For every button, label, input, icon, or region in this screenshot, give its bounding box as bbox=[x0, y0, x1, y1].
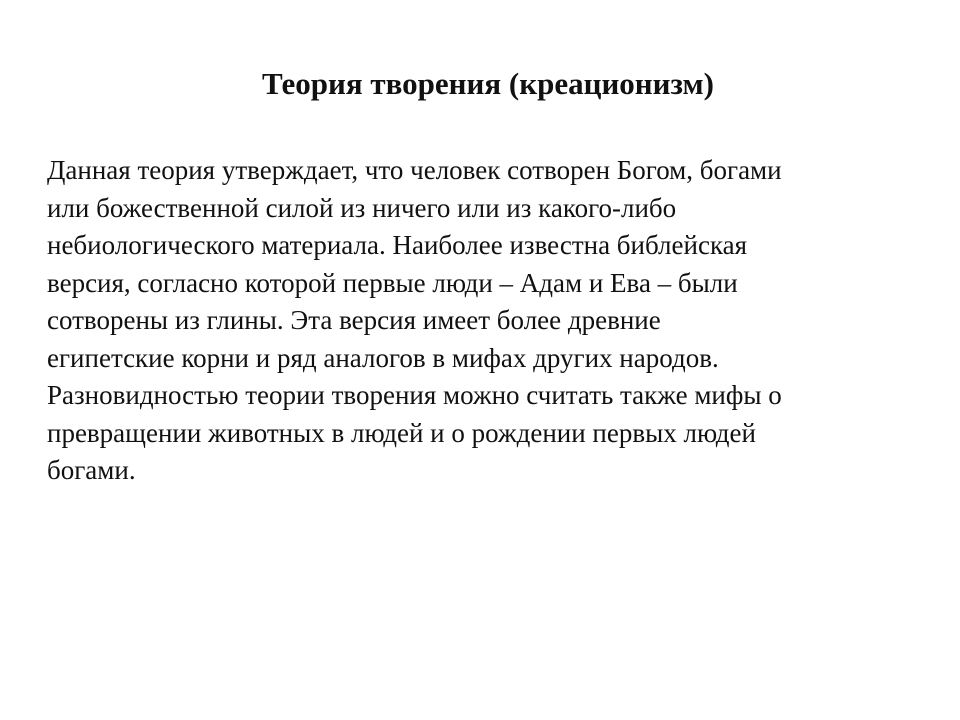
body-line: Данная теория утверждает, что человек сотворен Богом, богами bbox=[47, 155, 782, 185]
body-line: сотворены из глины. Эта версия имеет более древние bbox=[47, 305, 661, 335]
body-line: Разновидностью теории творения можно считать также мифы о bbox=[47, 380, 782, 410]
body-line: превращении животных в людей и о рождении первых людей bbox=[47, 417, 756, 448]
body-line: версия, согласно которой первые люди – Адам и Ева – были bbox=[47, 267, 738, 298]
body-line: или божественной силой из ничего или из какого-либо bbox=[47, 192, 677, 223]
body-line: египетские корни и ряд аналогов в мифах других народов. bbox=[47, 342, 719, 373]
slide-body-text bbox=[47, 152, 907, 490]
body-line: богами. bbox=[47, 455, 136, 485]
body-line: небиологического материала. Наиболее известна библейская bbox=[47, 230, 748, 260]
slide-title: Теория творения (креационизм) bbox=[262, 66, 714, 101]
